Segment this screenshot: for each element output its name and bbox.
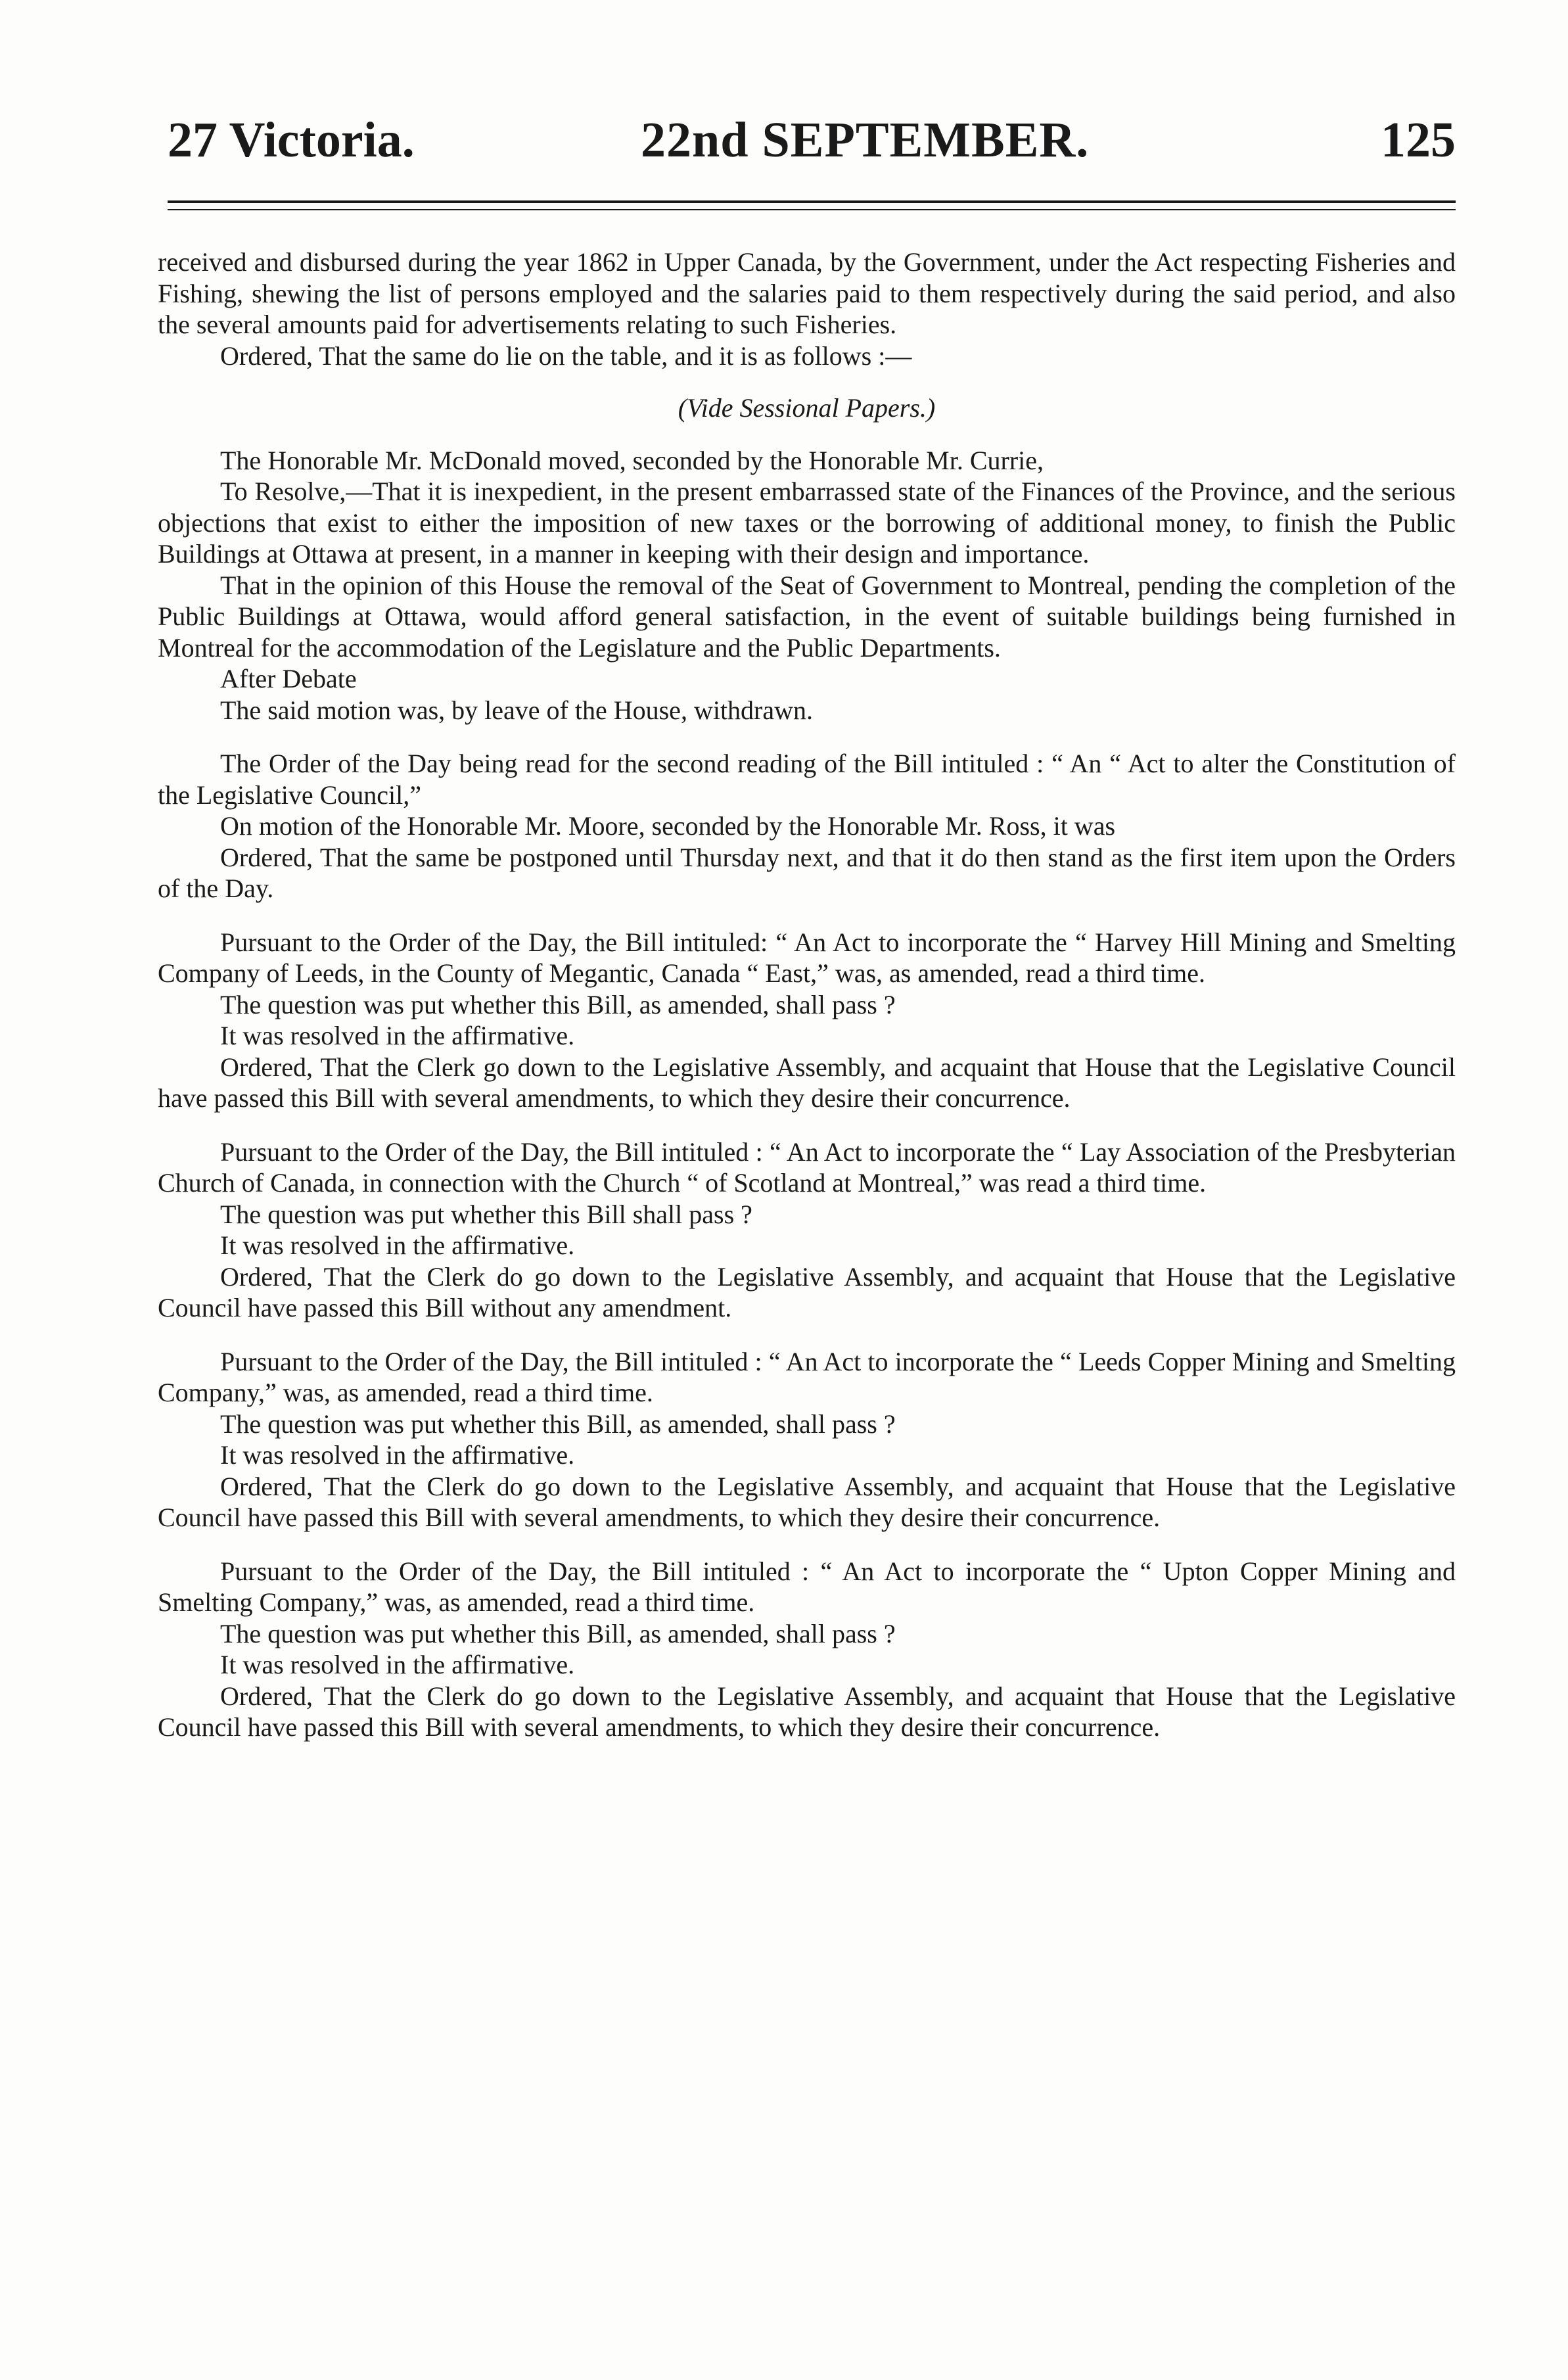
paragraph: Ordered, That the Clerk do go down to the Legislative Assembly, and acquaint that House that the Legislative Council have passed this Bill without any amendment. (158, 1261, 1456, 1322)
header-rule-thin (168, 209, 1456, 210)
date-label: 22nd SEPTEMBER. (641, 112, 1090, 168)
paragraph: To Resolve,—That it is inexpedient, in the present embarrassed state of the Finances of the Province, and the serious objections that exist to either the imposition of new taxes or the borrowing of additional money, to finish the Public Buildings at Ottawa at present, in a manner in keeping with their design and importance. (158, 477, 1456, 569)
paragraph: Ordered, That the Clerk do go down to the Legislative Assembly, and acquaint that House that the Legislative Council have passed this Bill with several amendments, to which they desire their concurrence. (158, 1681, 1456, 1742)
paragraph: received and disbursed during the year 1862 in Upper Canada, by the Government, under the Act respecting Fisheries and Fishing, shewing the list of persons employed and the salaries paid to them respectively during the said period, and also the several amounts paid for advertisements relating to such Fisheries. (158, 247, 1456, 339)
section-gap (158, 1324, 1456, 1346)
journal-body (158, 246, 1456, 1743)
paragraph: The Order of the Day being read for the second reading of the Bill intituled : “ An “ Act to alter the Constitution of the Legislative Council,” (158, 749, 1456, 810)
section-gap (158, 726, 1456, 748)
paragraph: Pursuant to the Order of the Day, the Bill intituled : “ An Act to incorporate the “ Upton Copper Mining and Smelting Company,” was, as amended, read a third time. (158, 1556, 1456, 1617)
page-number: 125 (1381, 112, 1456, 168)
paragraph: Pursuant to the Order of the Day, the Bill intituled : “ An Act to incorporate the “ Leeds Copper Mining and Smelting Company,” was, as amended, read a third time. (158, 1346, 1456, 1407)
paragraph: Pursuant to the Order of the Day, the Bill intituled: “ An Act to incorporate the “ Harvey Hill Mining and Smelting Company of Leeds, in the County of Megantic, Canada “ East,” was, as amended, read a third time. (158, 927, 1456, 988)
running-header (168, 112, 1456, 184)
paragraph: It was resolved in the affirmative. (220, 1230, 575, 1260)
paragraph: It was resolved in the affirmative. (220, 1650, 575, 1679)
paragraph: Ordered, That the same be postponed until Thursday next, and that it do then stand as the first item upon the Orders of the Day. (158, 842, 1456, 903)
paragraph: The question was put whether this Bill shall pass ? (220, 1199, 752, 1229)
paragraph: After Debate (220, 664, 357, 693)
paragraph: On motion of the Honorable Mr. Moore, seconded by the Honorable Mr. Ross, it was (220, 811, 1116, 841)
paragraph: The question was put whether this Bill, as amended, shall pass ? (220, 1409, 896, 1439)
paragraph: The question was put whether this Bill, as amended, shall pass ? (220, 989, 896, 1019)
paragraph: Pursuant to the Order of the Day, the Bill intituled : “ An Act to incorporate the “ Lay Association of the Presbyterian Church of Canada, in connection with the Church “ of Scotland at Montreal,” was read a third time. (158, 1136, 1456, 1198)
paragraph: The Honorable Mr. McDonald moved, seconded by the Honorable Mr. Currie, (220, 445, 1044, 475)
paragraph: The said motion was, by leave of the House, withdrawn. (220, 695, 814, 725)
paragraph: Ordered, That the Clerk go down to the Legislative Assembly, and acquaint that House that the Legislative Council have passed this Bill with several amendments, to which they desire their concurrence. (158, 1052, 1456, 1113)
sessional-papers-note: (Vide Sessional Papers.) (678, 393, 936, 423)
section-gap (158, 1114, 1456, 1136)
header-rule-thick (168, 200, 1456, 203)
paragraph: It was resolved in the affirmative. (220, 1440, 575, 1470)
session-label: 27 Victoria. (168, 112, 415, 168)
paragraph: The question was put whether this Bill, as amended, shall pass ? (220, 1618, 896, 1648)
section-gap (158, 904, 1456, 927)
paragraph: Ordered, That the Clerk do go down to the Legislative Assembly, and acquaint that House that the Legislative Council have passed this Bill with several amendments, to which they desire their concurrence. (158, 1471, 1456, 1532)
paragraph: It was resolved in the affirmative. (220, 1021, 575, 1050)
paragraph: Ordered, That the same do lie on the table, and it is as follows :— (220, 340, 912, 371)
paragraph: That in the opinion of this House the removal of the Seat of Government to Montreal, pending the completion of the Public Buildings at Ottawa, would afford general satisfaction, in the event of suitable buildings being furnished in Montreal for the accommodation of the Legislature and the Public Departments. (158, 570, 1456, 663)
section-gap (158, 1533, 1456, 1556)
